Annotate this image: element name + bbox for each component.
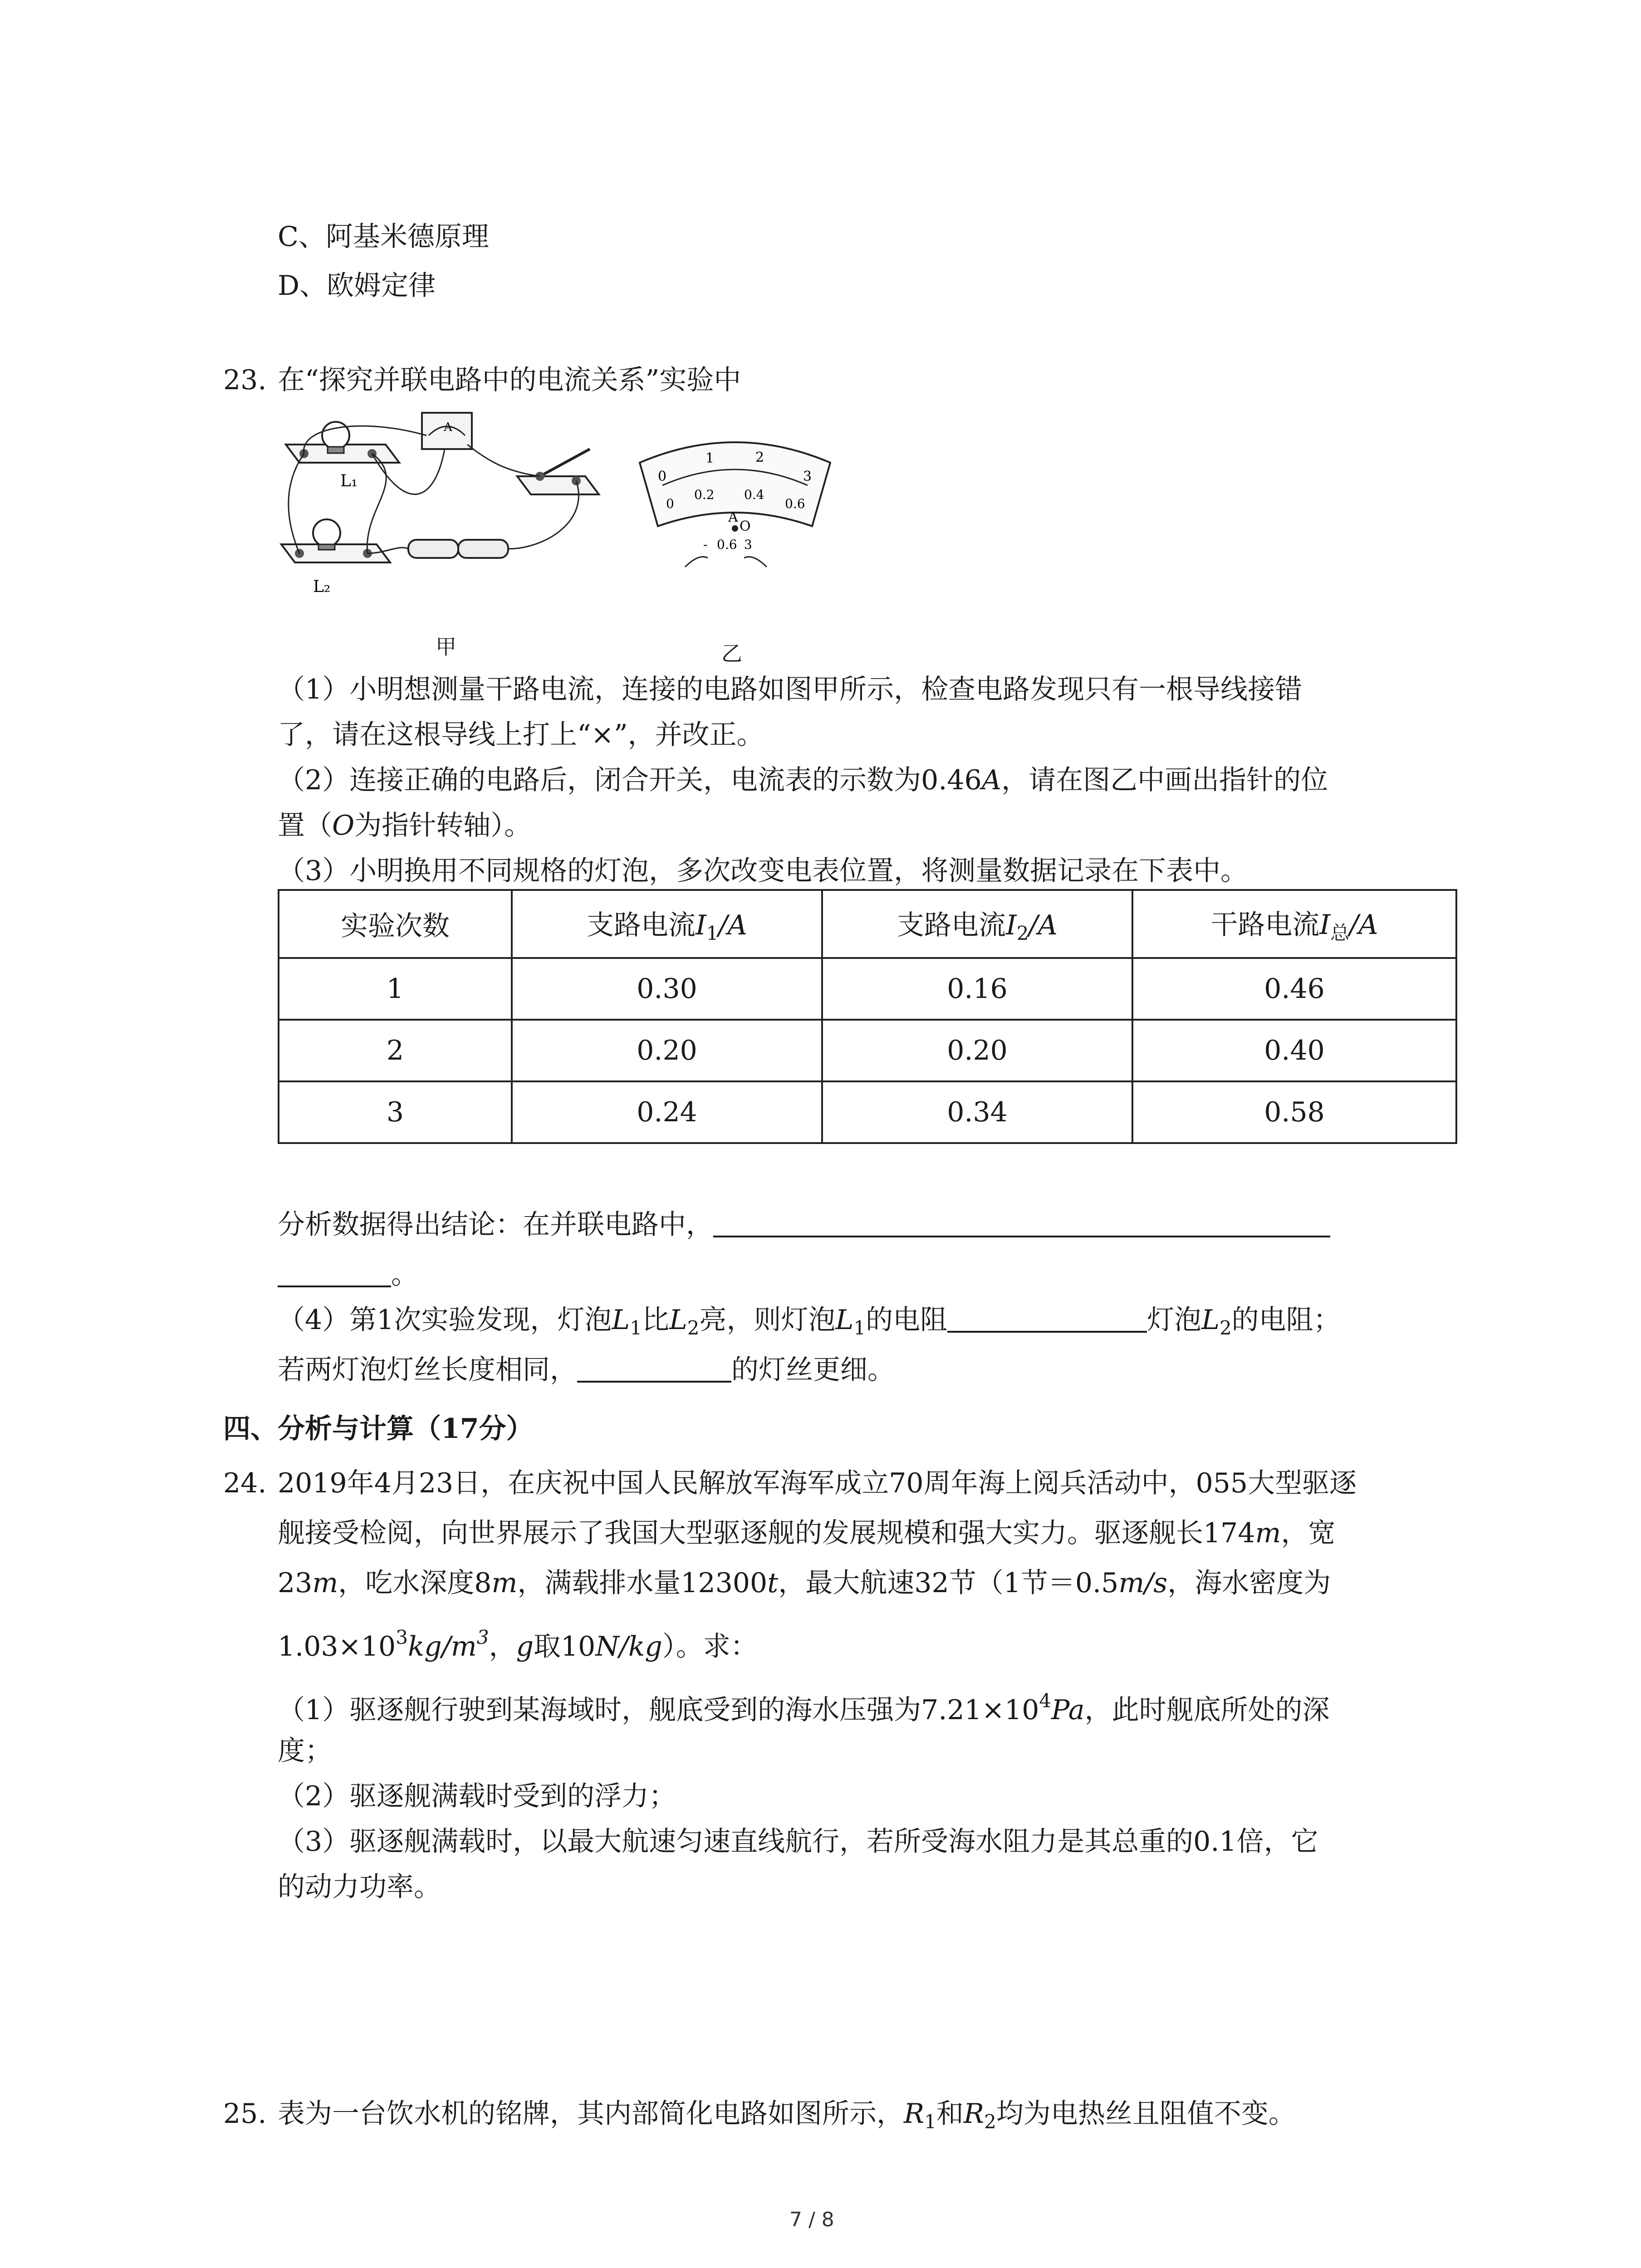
lamp-l1-bulb xyxy=(322,422,349,449)
dial-pivot-label: O xyxy=(740,518,751,534)
page-number: 7 / 8 xyxy=(789,2208,834,2231)
table-cell: 0.40 xyxy=(1132,1020,1456,1081)
q23-part3: （3）小明换用不同规格的灯泡，多次改变电表位置，将测量数据记录在下表中。 xyxy=(278,855,1248,887)
switch-lever xyxy=(540,449,590,476)
q24-part3-line1: （3）驱逐舰满载时，以最大航速匀速直线航行，若所受海水阻力是其总重的0.1倍，它 xyxy=(278,1826,1318,1857)
q23-conclusion: 分析数据得出结论：在并联电路中， xyxy=(278,1211,1330,1238)
table-cell: 0.34 xyxy=(822,1081,1132,1143)
switch-board xyxy=(517,476,599,494)
ammeter-label: A xyxy=(444,420,452,434)
q24-line2: 舰接受检阅，向世界展示了我国大型驱逐舰的发展规模和强大实力。驱逐舰长174m，宽 xyxy=(278,1517,1336,1549)
q24-part2: （2）驱逐舰满载时受到的浮力； xyxy=(278,1780,676,1812)
terminal-06: 0.6 xyxy=(717,537,737,552)
table-cell: 0.58 xyxy=(1132,1081,1456,1143)
battery-1 xyxy=(408,540,458,558)
answer-blank-conclusion-2[interactable] xyxy=(278,1262,391,1287)
circuit-figure-jia xyxy=(272,408,617,599)
table-header-row xyxy=(279,890,1456,958)
figure-label-yi: 乙 xyxy=(721,641,742,666)
terminal-3: 3 xyxy=(744,537,752,552)
lamp-l2-bulb xyxy=(313,519,340,547)
q24-line3: 23m，吃水深度8m，满载排水量12300t，最大航速32节（1节＝0.5m/s，海水密度为 xyxy=(278,1567,1331,1599)
figure-label-jia: 甲 xyxy=(436,635,456,659)
q23-part2-line2: 置（O为指针转轴）。 xyxy=(278,810,532,841)
table-cell: 0.20 xyxy=(822,1020,1132,1081)
q24-number: 24. xyxy=(223,1467,267,1499)
label-l2: L₂ xyxy=(313,577,331,596)
table-cell: 0.16 xyxy=(822,958,1132,1020)
answer-blank-conclusion[interactable] xyxy=(713,1212,1330,1237)
scale-bottom-3: 0.6 xyxy=(785,496,805,511)
table-row xyxy=(279,1081,1456,1143)
header-branch-i1: 支路电流$I_1/A$ xyxy=(512,890,822,958)
table-row xyxy=(279,1020,1456,1081)
scale-top-1: 1 xyxy=(705,450,715,466)
q24-part3-line2: 的动力功率。 xyxy=(278,1871,441,1903)
label-l1: L₁ xyxy=(340,472,358,490)
q23-part1-line2: 了，请在这根导线上打上“×”，并改正。 xyxy=(278,719,764,751)
answer-blank-filament[interactable] xyxy=(577,1357,731,1383)
q25-number: 25. xyxy=(223,2098,267,2130)
section-4-title: 四、分析与计算（17分） xyxy=(223,1413,534,1445)
scale-bottom-2: 0.4 xyxy=(744,487,764,502)
table-cell: 0.30 xyxy=(512,958,822,1020)
header-trial: 实验次数 xyxy=(279,890,512,958)
q24-part1-line2: 度； xyxy=(278,1735,332,1767)
q23-conclusion-end: 。 xyxy=(278,1261,418,1288)
table-cell: 1 xyxy=(279,958,512,1020)
header-main-i: 干路电流$I_总/A$ xyxy=(1132,890,1456,958)
table-cell: 2 xyxy=(279,1020,512,1081)
table-cell: 3 xyxy=(279,1081,512,1143)
ammeter-dial-yi xyxy=(631,435,839,581)
q23-stem: 在“探究并联电路中的电流关系”实验中 xyxy=(278,364,741,396)
q25-text: 表为一台饮水机的铭牌，其内部简化电路如图所示，$R_1$和$R_2$均为电热丝且阻值不变。 xyxy=(278,2098,1296,2133)
scale-bottom-1: 0.2 xyxy=(694,487,715,502)
q23-part4-line2: 若两灯泡灯丝长度相同， 的灯丝更细。 xyxy=(278,1354,895,1386)
terminal-minus: - xyxy=(703,537,708,552)
scale-top-2: 2 xyxy=(755,450,764,465)
q24-line4: $1.03\times 10^3kg/m^3$，g取10N/kg）。求： xyxy=(278,1626,758,1662)
q23-number: 23. xyxy=(223,364,267,396)
table-cell: 0.24 xyxy=(512,1081,822,1143)
q24-part1-line1: （1）驱逐舰行驶到某海域时，舰底受到的海水压强为$7.21\times 10^4Pa$，此时舰底所处的深 xyxy=(278,1690,1330,1726)
dial-unit: A xyxy=(728,509,738,525)
table-row xyxy=(279,958,1456,1020)
table-cell: 0.20 xyxy=(512,1020,822,1081)
scale-bottom-0: 0 xyxy=(666,496,674,511)
option-c: C、阿基米德原理 xyxy=(278,221,489,253)
answer-blank-resistance[interactable] xyxy=(947,1307,1147,1333)
scale-top-3: 3 xyxy=(803,469,812,484)
scale-top-0: 0 xyxy=(658,469,667,484)
q23-part2-line1: （2）连接正确的电路后，闭合开关，电流表的示数为0.46A，请在图乙中画出指针的位 xyxy=(278,764,1328,796)
battery-2 xyxy=(458,540,508,558)
data-table xyxy=(278,889,1457,1144)
table-cell: 0.46 xyxy=(1132,958,1456,1020)
option-d: D、欧姆定律 xyxy=(278,270,436,302)
q24-line1: 2019年4月23日，在庆祝中国人民解放军海军成立70周年海上阅兵活动中，055大型驱逐 xyxy=(278,1467,1357,1499)
dial-pivot xyxy=(732,525,738,532)
header-branch-i2: 支路电流$I_2/A$ xyxy=(822,890,1132,958)
q23-part1-line1: （1）小明想测量干路电流，连接的电路如图甲所示，检查电路发现只有一根导线接错 xyxy=(278,674,1303,705)
q23-part4-line1: （4）第1次实验发现，灯泡$L_1$比$L_2$亮，则灯泡$L_1$的电阻 灯泡$L_2$的电阻； xyxy=(278,1304,1341,1339)
